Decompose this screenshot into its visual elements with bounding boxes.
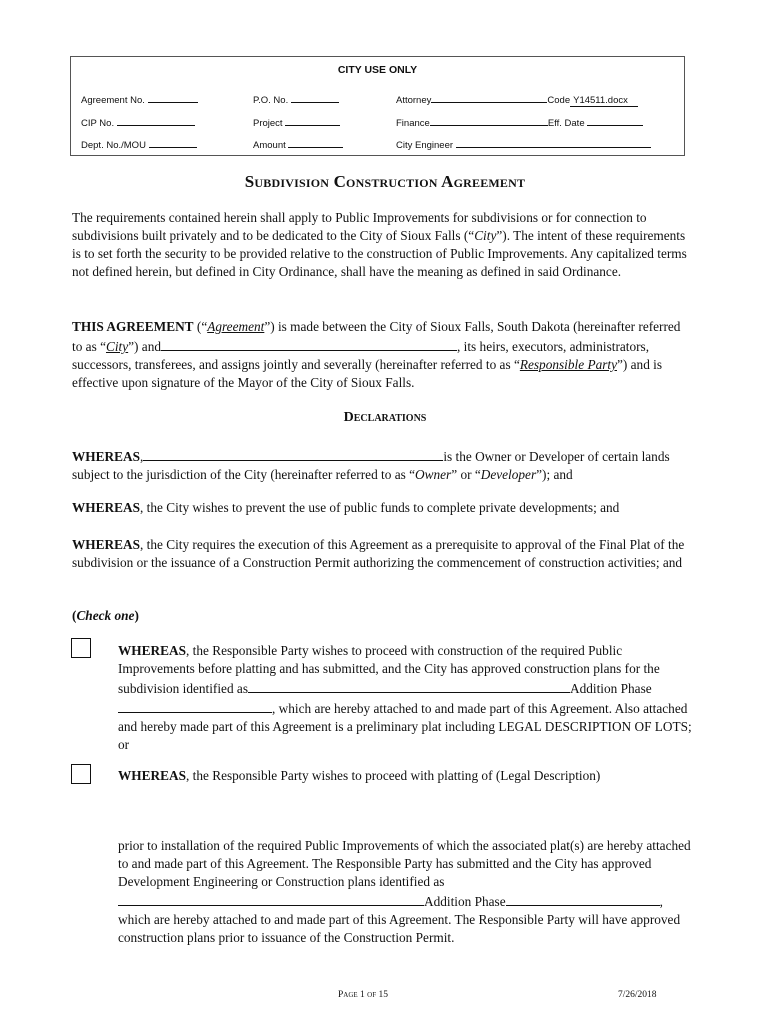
agreement-no-field[interactable] — [81, 92, 198, 106]
cip-no-blank[interactable] — [117, 115, 195, 126]
option-1-checkbox[interactable] — [71, 638, 91, 658]
finance-effdate-field[interactable] — [396, 115, 643, 129]
option-2-checkbox[interactable] — [71, 764, 91, 784]
finance-label: Finance — [396, 118, 430, 129]
attorney-code-field[interactable] — [396, 92, 638, 107]
check-one-label: (Check one) — [72, 608, 139, 623]
option-1-paragraph: WHEREAS, the Responsible Party wishes to proceed with construction of the required Public Improvements before platting and has submitted, and the City has approved construction plans for the subdivision identified as Addition Phase, which are hereby attached to and made part of this Agreement. Also attached and hereby made part of this Agreement is a preliminary plat including LEGAL DESCRIPTION OF LOTS; or — [118, 643, 692, 752]
city-use-only-box — [70, 56, 685, 156]
city-engineer-blank[interactable] — [456, 137, 651, 148]
attorney-blank[interactable] — [431, 92, 547, 103]
whereas-public-funds-paragraph: WHEREAS, the City wishes to prevent the use of public funds to complete private developments; and — [72, 500, 620, 515]
city-term: City — [474, 228, 497, 243]
option-1-phase-blank[interactable] — [118, 698, 272, 713]
code-label: Code — [547, 95, 571, 106]
dept-no-blank[interactable] — [149, 137, 197, 148]
project-field[interactable] — [253, 115, 340, 129]
this-agreement-lead: THIS AGREEMENT — [72, 319, 194, 334]
intro-paragraph: The requirements contained herein shall apply to Public Improvements for subdivisions or for connection to subdivisions built privately and to be dedicated to the City of Sioux Falls (“City”). The intent of these requirements is to set forth the security to be provided relative to the construction of Public Improvements. Any capitalized terms not defined herein, but defined in City Ordinance, shall have the meaning as defined in said Ordinance. — [72, 210, 687, 279]
option-2-phase-blank[interactable] — [506, 891, 660, 906]
revision-date: 7/26/2018 — [618, 990, 657, 1000]
dept-no-label: Dept. No./MOU — [81, 140, 146, 151]
po-no-blank[interactable] — [291, 92, 339, 103]
city-engineer-label: City Engineer — [396, 140, 454, 151]
responsible-party-term: Responsible Party — [519, 357, 617, 372]
dept-no-field[interactable] — [81, 137, 197, 151]
option-2-paragraph: WHEREAS, the Responsible Party wishes to proceed with platting of (Legal Description) — [118, 768, 601, 783]
city-engineer-field[interactable] — [396, 137, 651, 151]
owner-name-blank[interactable] — [143, 446, 443, 461]
code-value: Y14511.docx — [570, 95, 638, 107]
agreement-term: Agreement — [207, 319, 265, 334]
option-2-continuation-paragraph: prior to installation of the required Public Improvements of which the associated plat(s) are hereby attached to and made part of this Agreement. The Responsible Party has submitted and the City has approved Development Engineering or Construction plans identified as Addition Phase , which are hereby attached to and made part of this Agreement. The Responsible Party will have approved construction plans prior to issuance of the Construction Permit. — [118, 838, 691, 945]
amount-label: Amount — [253, 140, 286, 151]
po-no-field[interactable] — [253, 92, 339, 106]
option-2-plans-blank[interactable] — [118, 891, 424, 906]
eff-date-label: Eff. Date — [547, 118, 585, 129]
finance-blank[interactable] — [430, 115, 548, 126]
document-title: Subdivision Construction Agreement — [244, 172, 526, 191]
agreement-no-blank[interactable] — [148, 92, 198, 103]
city-term-2: City — [105, 339, 129, 354]
eff-date-blank[interactable] — [587, 115, 643, 126]
responsible-party-name-blank[interactable] — [161, 336, 457, 351]
project-label: Project — [253, 118, 283, 129]
project-blank[interactable] — [285, 115, 340, 126]
amount-blank[interactable] — [288, 137, 343, 148]
option-1-subdivision-blank[interactable] — [248, 678, 570, 693]
whereas-prerequisite-paragraph: WHEREAS, the City requires the execution of this Agreement as a prerequisite to approval of the Final Plat of the subdivision or the issuance of a Construction Permit authorizing the commencement of construction activities; and — [72, 537, 685, 570]
cip-no-label: CIP No. — [81, 118, 115, 129]
city-use-only-title: CITY USE ONLY — [337, 64, 418, 76]
attorney-label: Attorney — [396, 95, 432, 106]
whereas-owner-paragraph: WHEREAS, is the Owner or Developer of certain lands subject to the jurisdiction of the City (hereinafter referred to as “Owner” or “Developer”); and — [72, 446, 692, 484]
agreement-paragraph: THIS AGREEMENT (“Agreement”) is made between the City of Sioux Falls, South Dakota (hereinafter referred to as “City”) and , its heirs, executors, administrators, successors, transferees, and assigns jointly and severally (hereinafter referred to as “Responsible Party”) and is effective upon signature of the Mayor of the City of Sioux Falls. — [72, 319, 681, 390]
page-number: Page 1 of 15 — [338, 990, 388, 1000]
cip-no-field[interactable] — [81, 115, 195, 129]
amount-field[interactable] — [253, 137, 343, 151]
declarations-heading: Declarations — [343, 410, 427, 425]
po-no-label: P.O. No. — [253, 95, 289, 106]
agreement-no-label: Agreement No. — [81, 95, 145, 106]
